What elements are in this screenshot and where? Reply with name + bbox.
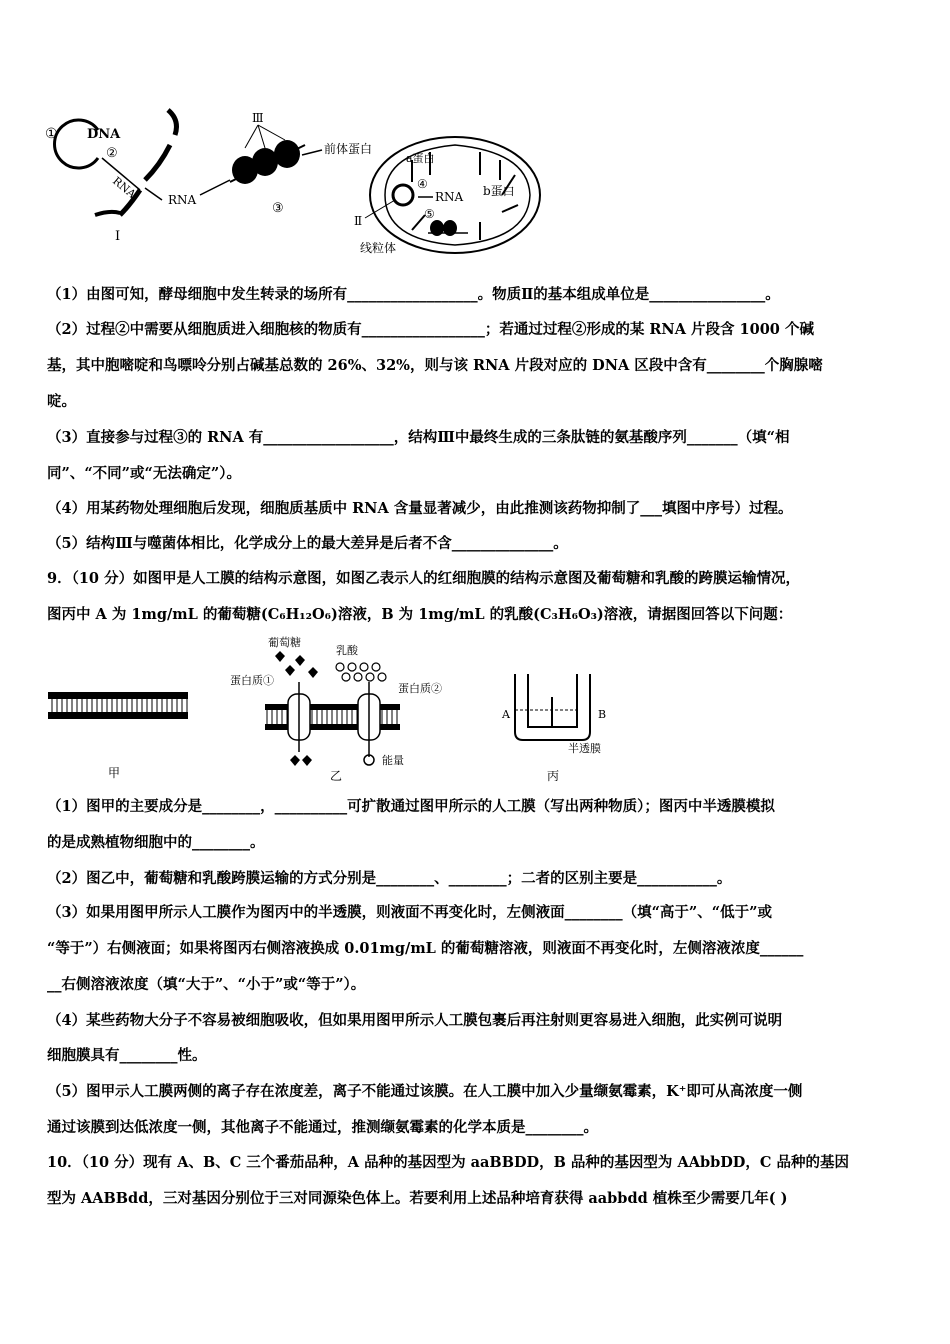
q9-part1-cont: 的是成熟植物细胞中的________。 xyxy=(47,834,265,851)
arrow-rna-out xyxy=(145,188,162,200)
pointer-line xyxy=(245,125,258,148)
label-membrane: 半透膜 xyxy=(568,742,601,755)
label-energy: 能量 xyxy=(382,754,404,767)
label-3: ③ xyxy=(272,201,284,216)
q8-part3-cont: 同”、“不同”或“无法确定”）。 xyxy=(47,465,241,482)
q9-part2: （2）图乙中，葡萄糖和乳酸跨膜运输的方式分别是________、________；二者的区别主要是___________。 xyxy=(47,870,732,887)
q9-stem-cont: 图丙中 A 为 1mg/mL 的葡萄糖(C₆H₁₂O₆)溶液，B 为 1mg/mL 的乳酸(C₃H₆O₃)溶液，请据图回答以下问题： xyxy=(47,606,793,623)
q9-part4-cont: 细胞膜具有________性。 xyxy=(47,1047,207,1064)
artificial-membrane xyxy=(48,692,188,719)
figure-transcription-diagram xyxy=(40,100,560,265)
label-rna-c: RNA xyxy=(435,190,464,204)
q9-part3: （3）如果用图甲所示人工膜作为图丙中的半透膜，则液面不再变化时，左侧液面________（填“高于”、“低于”或 xyxy=(47,904,772,921)
ribosome xyxy=(252,148,278,176)
q9-part3-cont: “等于”）右侧液面；如果将图丙右侧溶液换成 0.01mg/mL 的葡萄糖溶液，则液面不再变化时，左侧溶液浓度______ xyxy=(47,940,804,957)
label-rna-a: RNA xyxy=(110,174,139,201)
label-yi: 乙 xyxy=(330,769,343,783)
label-jia: 甲 xyxy=(108,766,121,780)
q8-part2: （2）过程②中需要从细胞质进入细胞核的物质有_________________；若通过过程②形成的某 RNA 片段含 1000 个碱 xyxy=(47,321,814,338)
label-bing: 丙 xyxy=(547,769,560,783)
label-I: I xyxy=(115,229,121,244)
q8-part2-end: 啶。 xyxy=(47,393,76,410)
q8-part4: （4）用某药物处理细胞后发现，细胞质基质中 RNA 含量显著减少，由此推测该药物抑制了___填图中序号）过程。 xyxy=(47,500,793,517)
q9-part4: （4）某些药物大分子不容易被细胞吸收，但如果用图甲所示人工膜包裹后再注射则更容易进入细胞，此实例可说明 xyxy=(47,1012,783,1029)
label-2: ② xyxy=(106,146,118,161)
label-1: ① xyxy=(45,126,58,142)
q8-part5: （5）结构Ⅲ与噬菌体相比，化学成分上的最大差异是后者不含______________。 xyxy=(47,535,568,552)
q8-part1: （1）由图可知，酵母细胞中发生转录的场所有__________________。物质Ⅱ的基本组成单位是________________。 xyxy=(47,286,780,303)
label-dna: DNA xyxy=(87,127,121,142)
q8-part2-cont: 基，其中胞嘧啶和鸟嘌呤分别占碱基总数的 26%、32%，则与该 RNA 片段对应的 DNA 区段中含有________个胸腺嘧 xyxy=(47,357,823,374)
label-5: ⑤ xyxy=(424,207,435,221)
q10-stem-cont: 型为 AABBdd，三对基因分别位于三对同源染色体上。若要利用上述品种培育获得 aabbdd 植株至少需要几年( ) xyxy=(47,1190,788,1207)
label-A: A xyxy=(502,708,510,721)
label-rna-b: RNA xyxy=(168,193,197,207)
label-protein1: 蛋白质① xyxy=(230,674,274,687)
q9-part1: （1）图甲的主要成分是________，__________可扩散通过图甲所示的人工膜（写出两种物质）；图丙中半透膜模拟 xyxy=(47,798,775,815)
label-a-protein: a蛋白 xyxy=(406,152,435,165)
nuclear-membrane xyxy=(168,110,176,135)
nuclear-membrane xyxy=(145,145,170,180)
glucose-inside xyxy=(290,755,312,766)
arrow-rna-ribosome xyxy=(200,180,230,195)
figure-membrane-diagram xyxy=(40,632,640,787)
mito-dna xyxy=(393,185,413,205)
q9-stem: 9．（10 分）如图甲是人工膜的结构示意图，如图乙表示人的红细胞膜的结构示意图及葡萄糖和乳酸的跨膜运输情况， xyxy=(47,570,801,587)
label-B: B xyxy=(598,708,607,721)
label-II: Ⅱ xyxy=(354,214,363,228)
arrow-precursor xyxy=(302,150,322,155)
q10-stem: 10．（10 分）现有 A、B、C 三个番茄品种，A 品种的基因型为 aaBBDD，B 品种的基因型为 AAbbDD，C 品种的基因 xyxy=(47,1154,849,1171)
q9-part3-end: __右侧溶液浓度（填“大于”、“小于”或“等于”）。 xyxy=(47,976,366,993)
label-lactic: 乳酸 xyxy=(336,644,358,657)
lactic-molecules xyxy=(336,663,386,681)
q9-part5: （5）图甲示人工膜两侧的离子存在浓度差，离子不能通过该膜。在人工膜中加入少量缬氨霉素，K⁺即可从高浓度一侧 xyxy=(47,1083,803,1100)
label-b-protein: b蛋白 xyxy=(483,184,515,198)
label-4: ④ xyxy=(417,177,428,191)
glucose-molecules xyxy=(275,651,318,678)
q9-part5-cont: 通过该膜到达低浓度一侧，其他离子不能通过，推测缬氨霉素的化学本质是________。 xyxy=(47,1119,598,1136)
nuclear-membrane xyxy=(95,212,120,215)
label-III: Ⅲ xyxy=(252,111,264,125)
label-precursor: 前体蛋白 xyxy=(324,142,373,156)
label-glucose: 葡萄糖 xyxy=(268,636,301,649)
label-protein2: 蛋白质② xyxy=(398,682,442,695)
pointer-line xyxy=(365,200,395,218)
label-mito: 线粒体 xyxy=(360,241,397,255)
q8-part3: （3）直接参与过程③的 RNA 有__________________，结构Ⅲ中最终生成的三条肽链的氨基酸序列_______（填“相 xyxy=(47,429,790,446)
